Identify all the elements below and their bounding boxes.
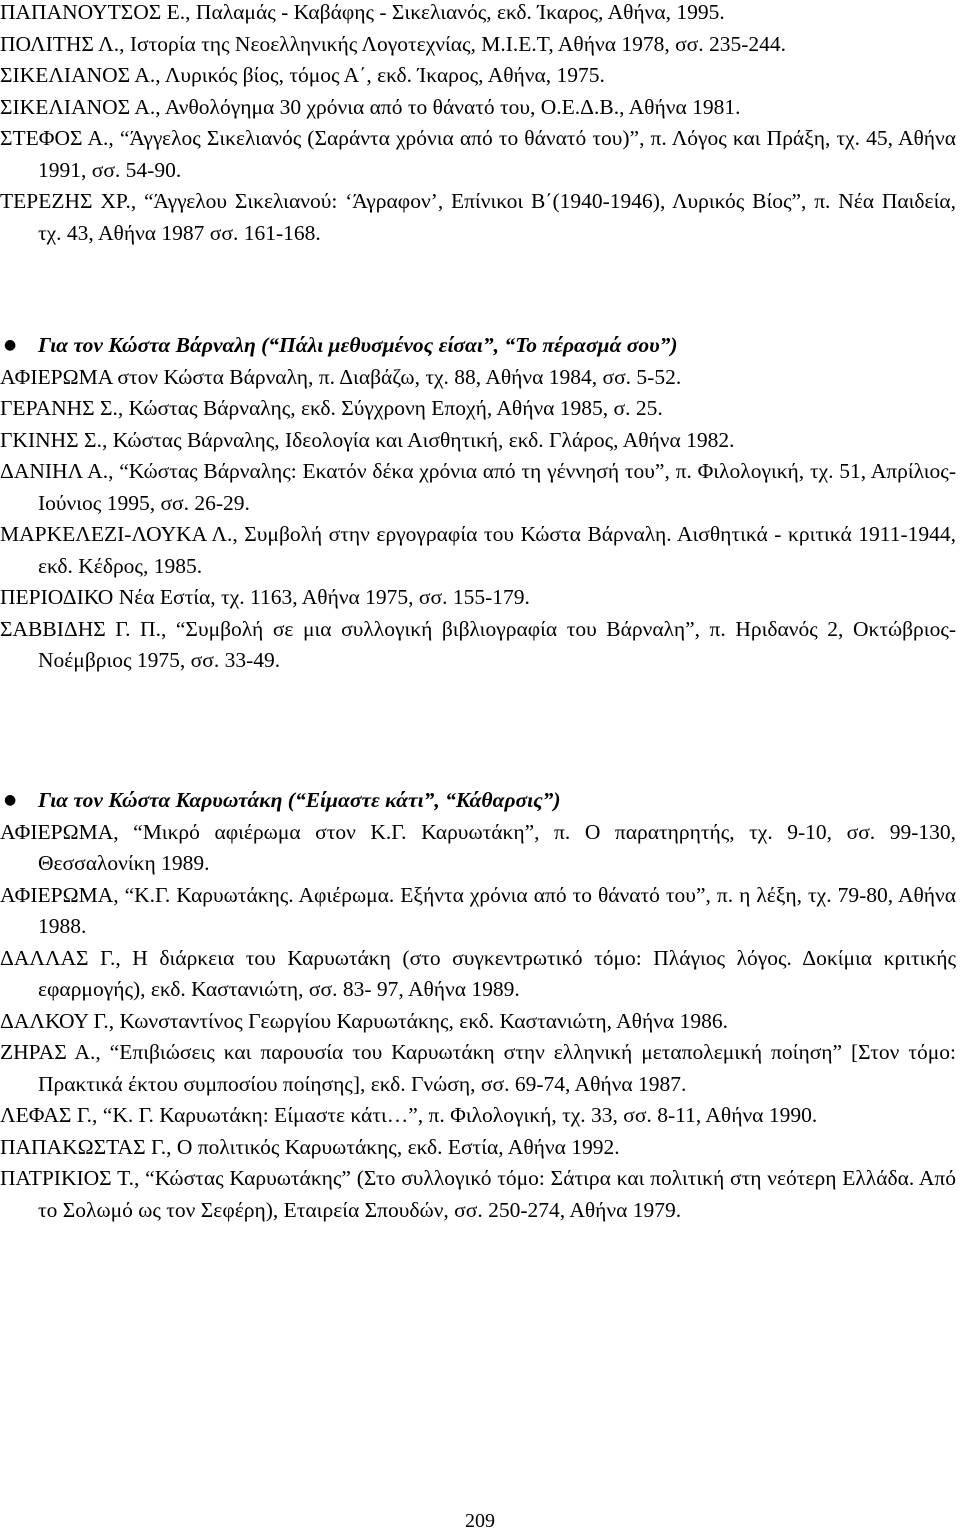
section-heading: [0, 785, 956, 817]
bib-entry: ΖΗΡΑΣ Α., “Επιβιώσεις και παρουσία του Καρυωτάκη στην ελληνική μεταπολεμική ποίηση” [Στον τόμο: Πρακτικά έκτου συμποσίου ποίησης], εκδ. Γνώση, σσ. 69-74, Αθήνα 1987.: [0, 1040, 956, 1096]
bib-entry: ΣΤΕΦΟΣ Α., “Άγγελος Σικελιανός (Σαράντα χρόνια από το θάνατό του)”, π. Λόγος και Πράξη, τχ. 45, Αθήνα 1991, σσ. 54-90.: [0, 126, 956, 182]
bibliography-section-karyotakis: [0, 785, 956, 1226]
page-number: 209: [465, 1510, 495, 1532]
bib-entry: ΤΕΡΕΖΗΣ ΧΡ., “Άγγελου Σικελιανού: ‘Άγραφον’, Επίνικοι Β΄(1940-1946), Λυρικός Βίος”, π. Νέα Παιδεία, τχ. 43, Αθήνα 1987 σσ. 161-168.: [0, 189, 956, 245]
section-heading-text: Για τον Κώστα Βάρναλη (“Πάλι μεθυσμένος είσαι”, “Το πέρασμά σου”): [38, 333, 678, 357]
bib-entry: ΔΑΛΛΑΣ Γ., Η διάρκεια του Καρυωτάκη (στο συγκεντρωτικό τόμο: Πλάγιος λόγος. Δοκίμια κριτικής εφαρμογής), εκδ. Καστανιώτη, σσ. 83- 97, Αθήνα 1989.: [0, 945, 956, 1001]
bib-entry: ΣΑΒΒΙΔΗΣ Γ. Π., “Συμβολή σε μια συλλογική βιβλιογραφία του Βάρναλη”, π. Ηριδανός 2, Οκτώβριος-Νοέμβριος 1975, σσ. 33-49.: [0, 616, 956, 672]
bib-entry: ΔΑΝΙΗΛ Α., “Κώστας Βάρναλης: Εκατόν δέκα χρόνια από τη γέννησή του”, π. Φιλολογική, τχ. 51, Απρίλιος-Ιούνιος 1995, σσ. 26-29.: [0, 459, 956, 515]
bib-entry: ΠΕΡΙΟΔΙΚΟ Νέα Εστία, τχ. 1163, Αθήνα 1975, σσ. 155-179.: [0, 585, 530, 609]
bib-entry: ΠΑΠΑΝΟΥΤΣΟΣ Ε., Παλαμάς - Καβάφης - Σικελιανός, εκδ. Ίκαρος, Αθήνα, 1995.: [0, 0, 725, 24]
bib-entry: ΑΦΙΕΡΩΜΑ, “Κ.Γ. Καρυωτάκης. Αφιέρωμα. Εξήντα χρόνια από το θάνατό του”, π. η λέξη, τχ. 79-80, Αθήνα 1988.: [0, 882, 956, 938]
bibliography-section-varnalis: [0, 330, 956, 677]
bib-entry: ΓΕΡΑΝΗΣ Σ., Κώστας Βάρναλης, εκδ. Σύγχρονη Εποχή, Αθήνα 1985, σ. 25.: [0, 396, 663, 420]
bullet-icon: ●: [4, 792, 17, 808]
bib-entry: ΠΑΠΑΚΩΣΤΑΣ Γ., Ο πολιτικός Καρυωτάκης, εκδ. Εστία, Αθήνα 1992.: [0, 1134, 620, 1159]
bib-entry: ΑΦΙΕΡΩΜΑ στον Κώστα Βάρναλη, π. Διαβάζω, τχ. 88, Αθήνα 1984, σσ. 5-52.: [0, 364, 682, 389]
bib-entry: ΠΟΛΙΤΗΣ Λ., Ιστορία της Νεοελληνικής Λογοτεχνίας, Μ.Ι.Ε.Τ, Αθήνα 1978, σσ. 235-244.: [0, 31, 787, 56]
bib-entry: ΛΕΦΑΣ Γ., “Κ. Γ. Καρυωτάκη: Είμαστε κάτι…”, π. Φιλολογική, τχ. 33, σσ. 8-11, Αθήνα 1990.: [0, 1103, 818, 1127]
section-heading-text: Για τον Κώστα Καρυωτάκη (“Είμαστε κάτι”, “Κάθαρσις”): [38, 788, 561, 812]
bib-entry: ΣΙΚΕΛΙΑΝΟΣ Α., Λυρικός βίος, τόμος Α΄, εκδ. Ίκαρος, Αθήνα, 1975.: [0, 63, 605, 87]
bib-entry: ΓΚΙΝΗΣ Σ., Κώστας Βάρναλης, Ιδεολογία και Αισθητική, εκδ. Γλάρος, Αθήνα 1982.: [0, 427, 735, 452]
bib-entry: ΑΦΙΕΡΩΜΑ, “Μικρό αφιέρωμα στον Κ.Γ. Καρυωτάκη”, π. Ο παρατηρητής, τχ. 9-10, σσ. 99-130, Θεσσαλονίκη 1989.: [0, 819, 956, 875]
bullet-icon: ●: [4, 337, 17, 353]
bib-entry: ΠΑΤΡΙΚΙΟΣ Τ., “Κώστας Καρυωτάκης” (Στο συλλογικό τόμο: Σάτιρα και πολιτική στη νεότερη Ελλάδα. Από το Σολωμό ως τον Σεφέρη), Εταιρεία Σπουδών, σσ. 250-274, Αθήνα 1979.: [0, 1166, 956, 1222]
bibliography-section-sikelianos: [0, 0, 956, 249]
section-heading: [0, 330, 956, 362]
bib-entry: ΣΙΚΕΛΙΑΝΟΣ Α., Ανθολόγημα 30 χρόνια από το θάνατό του, Ο.Ε.Δ.Β., Αθήνα 1981.: [0, 94, 741, 119]
bib-entry: ΔΑΛΚΟΥ Γ., Κωνσταντίνος Γεωργίου Καρυωτάκης, εκδ. Καστανιώτη, Αθήνα 1986.: [0, 1008, 728, 1033]
bib-entry: ΜΑΡΚΕΛΕΖΙ-ΛΟΥΚΑ Λ., Συμβολή στην εργογραφία του Κώστα Βάρναλη. Αισθητικά - κριτικά 1911-1944, εκδ. Κέδρος, 1985.: [0, 522, 956, 578]
